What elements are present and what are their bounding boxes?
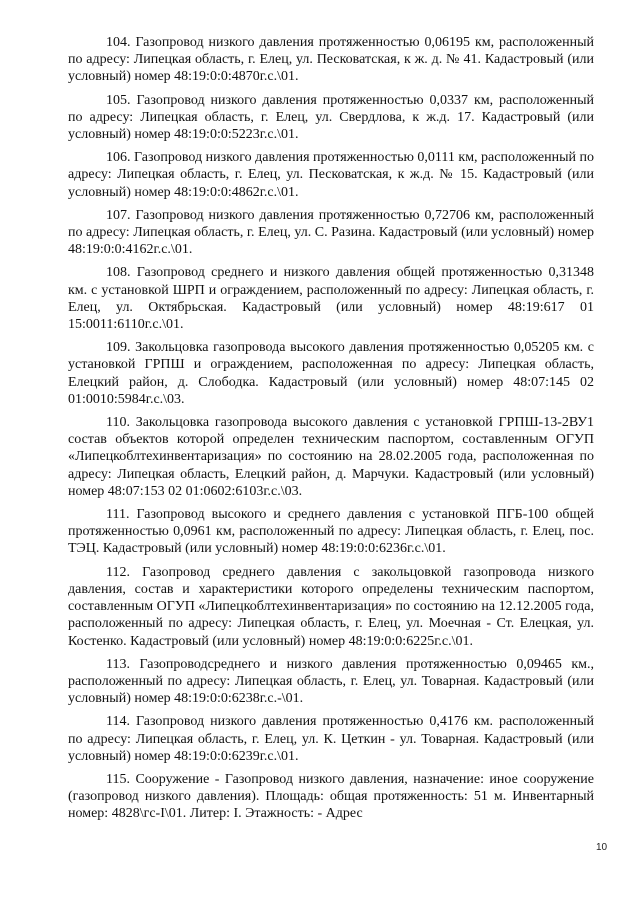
item-number: 109. — [106, 340, 131, 356]
item-number: 105. — [106, 92, 131, 108]
item-number: 113. — [106, 656, 130, 672]
item-text: Газопровод низкого давления протяженностью 0,0111 км, расположенный по адресу: Липецкая область, г. Елец, ул. Песковатская, к ж.д. № 15. Кадастровый (или условный) номер 48:19:0:0:4862г.с.\01. — [68, 150, 595, 200]
item-number: 112. — [106, 564, 130, 580]
item-number: 111. — [106, 507, 130, 523]
paragraph-109 — [68, 339, 594, 408]
item-text: Закольцовка газопровода высокого давления с установкой ГРПШ-13-2ВУ1 состав объектов которой определен техническим паспортом, составленным ОГУП «Липецкоблтехинвентаризация» по состоянию на 28.02.2005 года, расположенная по адресу: Липецкая область, Елецкий район, д. Марчуки. Кадастровый (или условный) номер 48:07:153 02 01:0602:6103г.с.\03. — [68, 415, 595, 499]
paragraph-112 — [68, 564, 594, 650]
item-number: 108. — [106, 265, 131, 281]
document-body — [68, 34, 594, 829]
paragraph-104 — [68, 34, 594, 86]
paragraph-107 — [68, 207, 594, 259]
item-text: Газопровод среднего давления с закольцовкой газопровода низкого давления, состав и характеристики которого определены техническим паспортом, составленным ОГУП «Липецкоблтехинвентаризация» по состоянию на 12.12.2005 года, расположенный по адресу: Липецкая область, г. Елец, ул. Моечная - Ст. Елецкая, ул. Костенко. Кадастровый (или условный) номер 48:19:0:0:6225г.с.\01. — [68, 564, 594, 649]
item-number: 107. — [106, 207, 131, 223]
paragraph-111 — [68, 506, 594, 558]
page-number: 10 — [596, 842, 608, 853]
item-number: 110. — [106, 415, 130, 431]
item-text: Сооружение - Газопровод низкого давления, назначение: иное сооружение (газопровод низкого давления). Площадь: общая протяженность: 51 м. Инвентарный номер: 4828\гс-I\01. Литер: I. Этажность: - Адрес — [68, 771, 594, 822]
item-text: Газопровод низкого давления протяженностью 0,72706 км, расположенный по адресу: Липецкая область, г. Елец, ул. С. Разина. Кадастровый (или условный) номер 48:19:0:0:4162г.с.\01. — [68, 207, 595, 258]
item-number: 106. — [106, 150, 131, 166]
paragraph-105 — [68, 92, 594, 144]
item-text: Закольцовка газопровода высокого давления протяженностью 0,05205 км. с установкой ГРПШ и ограждением, расположенная по адресу: Липецкая область, Елецкий район, д. Слободка. Кадастровый (или условный) номер 48:07:145 02 01:0010:5984г.с.\03. — [68, 340, 594, 407]
paragraph-115 — [68, 771, 594, 823]
paragraph-113 — [68, 656, 594, 708]
item-number: 114. — [106, 714, 130, 730]
item-text: Газопровод низкого давления протяженностью 0,0337 км, расположенный по адресу: Липецкая область, г. Елец, ул. Свердлова, к ж.д. 17. Кадастровый (или условный) номер 48:19:0:0:5223г.с.\01. — [68, 92, 595, 143]
item-text: Газопроводсреднего и низкого давления протяженностью 0,09465 км., расположенный по адресу: Липецкая область, г. Елец, ул. Товарная. Кадастровый (или условный) номер 48:19:0:0:6238г.с.-\01. — [68, 656, 595, 707]
item-text: Газопровод среднего и низкого давления общей протяженностью 0,31348 км. с установкой ШРП и ограждением, расположенный по адресу: Липецкая область, г. Елец, ул. Октябрьская. Кадастровый (или условный) номер 48:19:617 01 15:0011:6110г.с.\01. — [68, 265, 595, 333]
paragraph-108 — [68, 264, 594, 333]
item-text: Газопровод высокого и среднего давления с установкой ПГБ-100 общей протяженностью 0,0961 км, расположенный по адресу: Липецкая область, г. Елец, пос. ТЭЦ. Кадастровый (или условный) номер 48:19:0:0:6236г.с.\01. — [68, 507, 595, 557]
paragraph-114 — [68, 713, 594, 765]
item-number: 115. — [106, 771, 130, 787]
item-text: Газопровод низкого давления протяженностью 0,06195 км, расположенный по адресу: Липецкая область, г. Елец, ул. Песковатская, к ж. д. № 41. Кадастровый (или условный) номер 48:19:0:0:4870г.с.\01. — [68, 35, 595, 85]
item-number: 104. — [106, 35, 131, 50]
item-text: Газопровод низкого давления протяженностью 0,4176 км. расположенный по адресу: Липецкая область, г. Елец, ул. К. Цеткин - ул. Товарная. Кадастровый (или условный) номер 48:19:0:0:6239г.с.\01. — [68, 714, 595, 764]
paragraph-106 — [68, 149, 594, 201]
paragraph-110 — [68, 414, 594, 500]
